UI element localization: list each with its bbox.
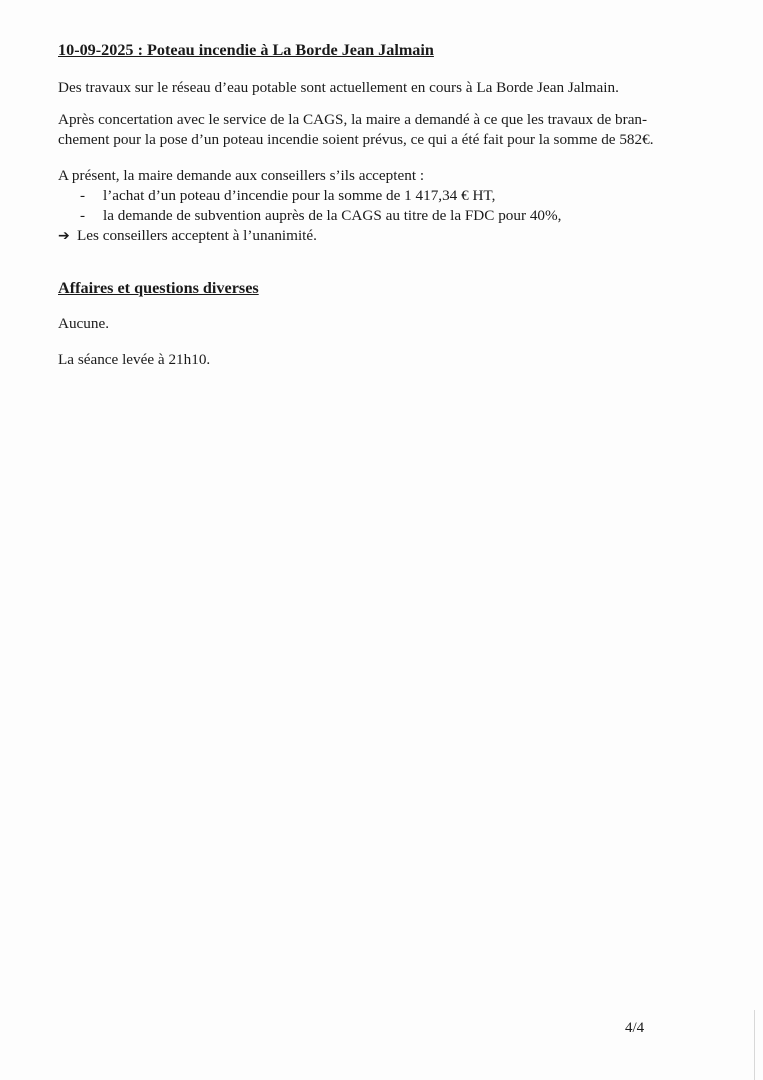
scan-edge-line bbox=[754, 1010, 755, 1080]
document-content bbox=[58, 40, 658, 370]
bullet-text-achat: l’achat d’un poteau d’incendie pour la somme de 1 417,34 € HT, bbox=[103, 187, 496, 204]
paragraph-travaux: Des travaux sur le réseau d’eau potable sont actuellement en cours à La Borde Jean Jalmain. bbox=[58, 79, 619, 96]
conclusion-text: Les conseillers acceptent à l’unanimité. bbox=[77, 227, 317, 244]
paragraph-seance-levee: La séance levée à 21h10. bbox=[58, 351, 211, 368]
paragraph-demande: A présent, la maire demande aux conseillers s’ils acceptent : bbox=[58, 167, 425, 184]
bullet-dash: - bbox=[80, 207, 86, 224]
bullet-list bbox=[58, 186, 658, 226]
bullet-text-subvention: la demande de subvention auprès de la CAGS au titre de la FDC pour 40%, bbox=[103, 207, 562, 224]
list-item bbox=[58, 206, 658, 226]
page-number: 4/4 bbox=[625, 1020, 645, 1036]
arrow-right-icon: ➔ bbox=[58, 228, 70, 244]
paragraph-concertation-line-2: chement pour la pose d’un poteau incendie soient prévus, ce qui a été fait pour la somme de 582€. bbox=[58, 131, 654, 148]
paragraph-concertation bbox=[58, 110, 654, 150]
section-title-poteau-incendie: 10-09-2025 : Poteau incendie à La Borde Jean Jalmain bbox=[58, 41, 434, 59]
conclusion-line bbox=[58, 226, 658, 246]
bullet-dash: - bbox=[80, 187, 86, 204]
paragraph-concertation-line-1: Après concertation avec le service de la CAGS, la maire a demandé à ce que les travaux de bran- bbox=[58, 111, 648, 128]
list-item bbox=[58, 186, 658, 206]
paragraph-aucune: Aucune. bbox=[58, 315, 110, 332]
section-title-affaires-diverses: Affaires et questions diverses bbox=[58, 279, 259, 297]
